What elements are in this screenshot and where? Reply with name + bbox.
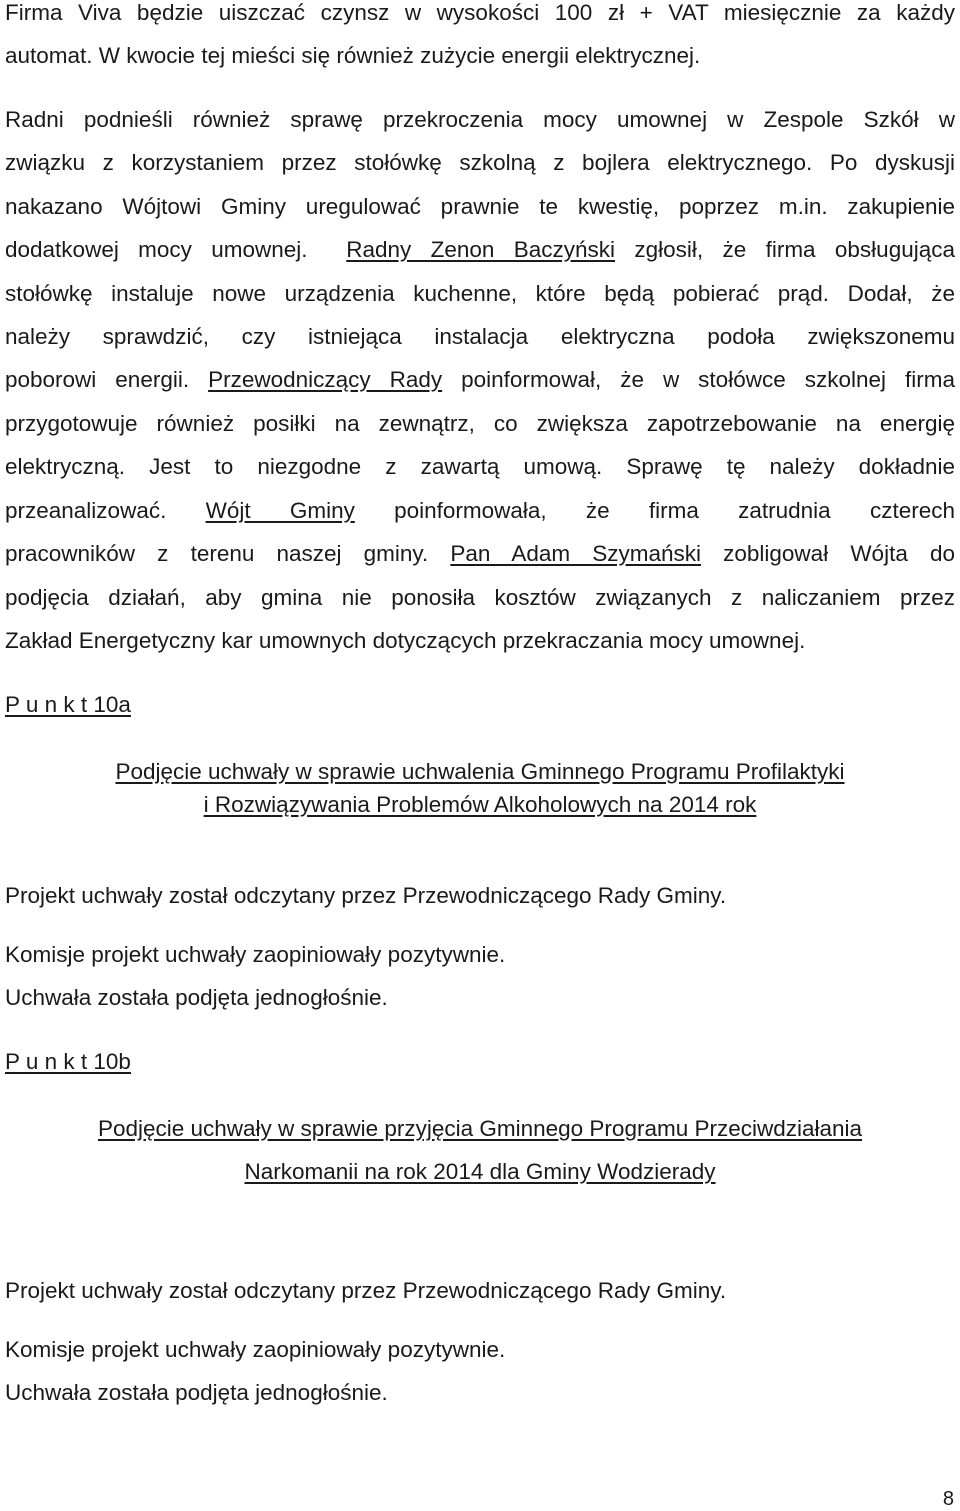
- text-span: poinformował, że w stołówce szkolnej firma: [442, 367, 955, 392]
- text-span: przeanalizować.: [5, 498, 206, 523]
- paragraph-2-line-9: elektryczną. Jest to niezgodne z zawartą umową. Sprawę tę należy dokładnie: [5, 454, 955, 479]
- resolution-title-text: Podjęcie uchwały w sprawie uchwalenia Gminnego Programu Profilaktyki: [115, 759, 845, 784]
- person-name-szymanski: Pan Adam Szymański: [450, 541, 701, 566]
- resolution-title-text: i Rozwiązywania Problemów Alkoholowych na 2014 rok: [203, 792, 757, 817]
- vote-result-10a: Uchwała została podjęta jednogłośnie.: [5, 985, 388, 1010]
- paragraph-2-line-2: związku z korzystaniem przez stołówkę szkolną z bojlera elektrycznego. Po dyskusji: [5, 150, 955, 175]
- commission-opinion-10a: Komisje projekt uchwały zaopiniowały pozytywnie.: [5, 942, 506, 967]
- reading-note-10b: Projekt uchwały został odczytany przez Przewodniczącego Rady Gminy.: [5, 1278, 727, 1303]
- resolution-title-10b-line-1: [0, 1118, 960, 1141]
- paragraph-2-line-5: stołówkę instaluje nowe urządzenia kuchenne, które będą pobierać prąd. Dodał, że: [5, 281, 955, 306]
- text-span: dodatkowej mocy umownej.: [5, 237, 308, 262]
- text-span: poinformowała, że firma zatrudnia czterech: [354, 498, 955, 523]
- resolution-title-10a-line-1: [0, 761, 960, 784]
- text-span: zgłosił, że firma obsługująca: [615, 237, 955, 262]
- vote-result-10b: Uchwała została podjęta jednogłośnie.: [5, 1380, 388, 1405]
- section-heading-10a-text: P u n k t 10a: [5, 692, 131, 717]
- page-number: 8: [942, 1488, 954, 1510]
- paragraph-2-line-13: Zakład Energetyczny kar umownych dotyczących przekraczania mocy umownej.: [5, 628, 806, 653]
- paragraph-1-line-2: automat. W kwocie tej mieści się również zużycie energii elektrycznej.: [5, 43, 701, 68]
- paragraph-2-line-1: Radni podnieśli również sprawę przekroczenia mocy umownej w Zespole Szkół w: [5, 107, 955, 132]
- reading-note-10a: Projekt uchwały został odczytany przez Przewodniczącego Rady Gminy.: [5, 883, 727, 908]
- paragraph-2-line-10: [5, 500, 955, 523]
- section-heading-10a: [5, 694, 955, 717]
- paragraph-2-line-3: nakazano Wójtowi Gminy uregulować prawnie te kwestię, poprzez m.in. zakupienie: [5, 194, 955, 219]
- section-heading-10b: [5, 1051, 955, 1074]
- commission-opinion-10b: Komisje projekt uchwały zaopiniowały pozytywnie.: [5, 1337, 506, 1362]
- resolution-title-text: Podjęcie uchwały w sprawie przyjęcia Gminnego Programu Przeciwdziałania: [97, 1116, 863, 1141]
- paragraph-2-line-11: [5, 543, 955, 566]
- paragraph-1-line-1: Firma Viva będzie uiszczać czynsz w wysokości 100 zł + VAT miesięcznie za każdy: [5, 0, 955, 25]
- paragraph-2-line-8: przygotowuje również posiłki na zewnątrz, co zwiększa zapotrzebowanie na energię: [5, 411, 955, 436]
- text-span: pracowników z terenu naszej gminy.: [5, 541, 451, 566]
- paragraph-2-line-12: podjęcia działań, aby gmina nie ponosiła kosztów związanych z naliczaniem przez: [5, 585, 955, 610]
- person-name-baczynski: Radny Zenon Baczyński: [346, 237, 616, 262]
- text-span: zobligował Wójta do: [701, 541, 955, 566]
- resolution-title-10a-line-2: [0, 794, 960, 817]
- resolution-title-10b-line-2: [0, 1161, 960, 1184]
- section-heading-10b-text: P u n k t 10b: [5, 1049, 131, 1074]
- paragraph-2-line-6: należy sprawdzić, czy istniejąca instalacja elektryczna podoła zwiększonemu: [5, 324, 955, 349]
- person-name-wojt: Wójt Gminy: [205, 498, 355, 523]
- text-span: poborowi energii.: [5, 367, 209, 392]
- paragraph-2-line-7: [5, 369, 955, 392]
- resolution-title-text: Narkomanii na rok 2014 dla Gminy Wodzierady: [244, 1159, 716, 1184]
- paragraph-2-line-4: [5, 239, 955, 262]
- person-name-przewodniczacy: Przewodniczący Rady: [208, 367, 443, 392]
